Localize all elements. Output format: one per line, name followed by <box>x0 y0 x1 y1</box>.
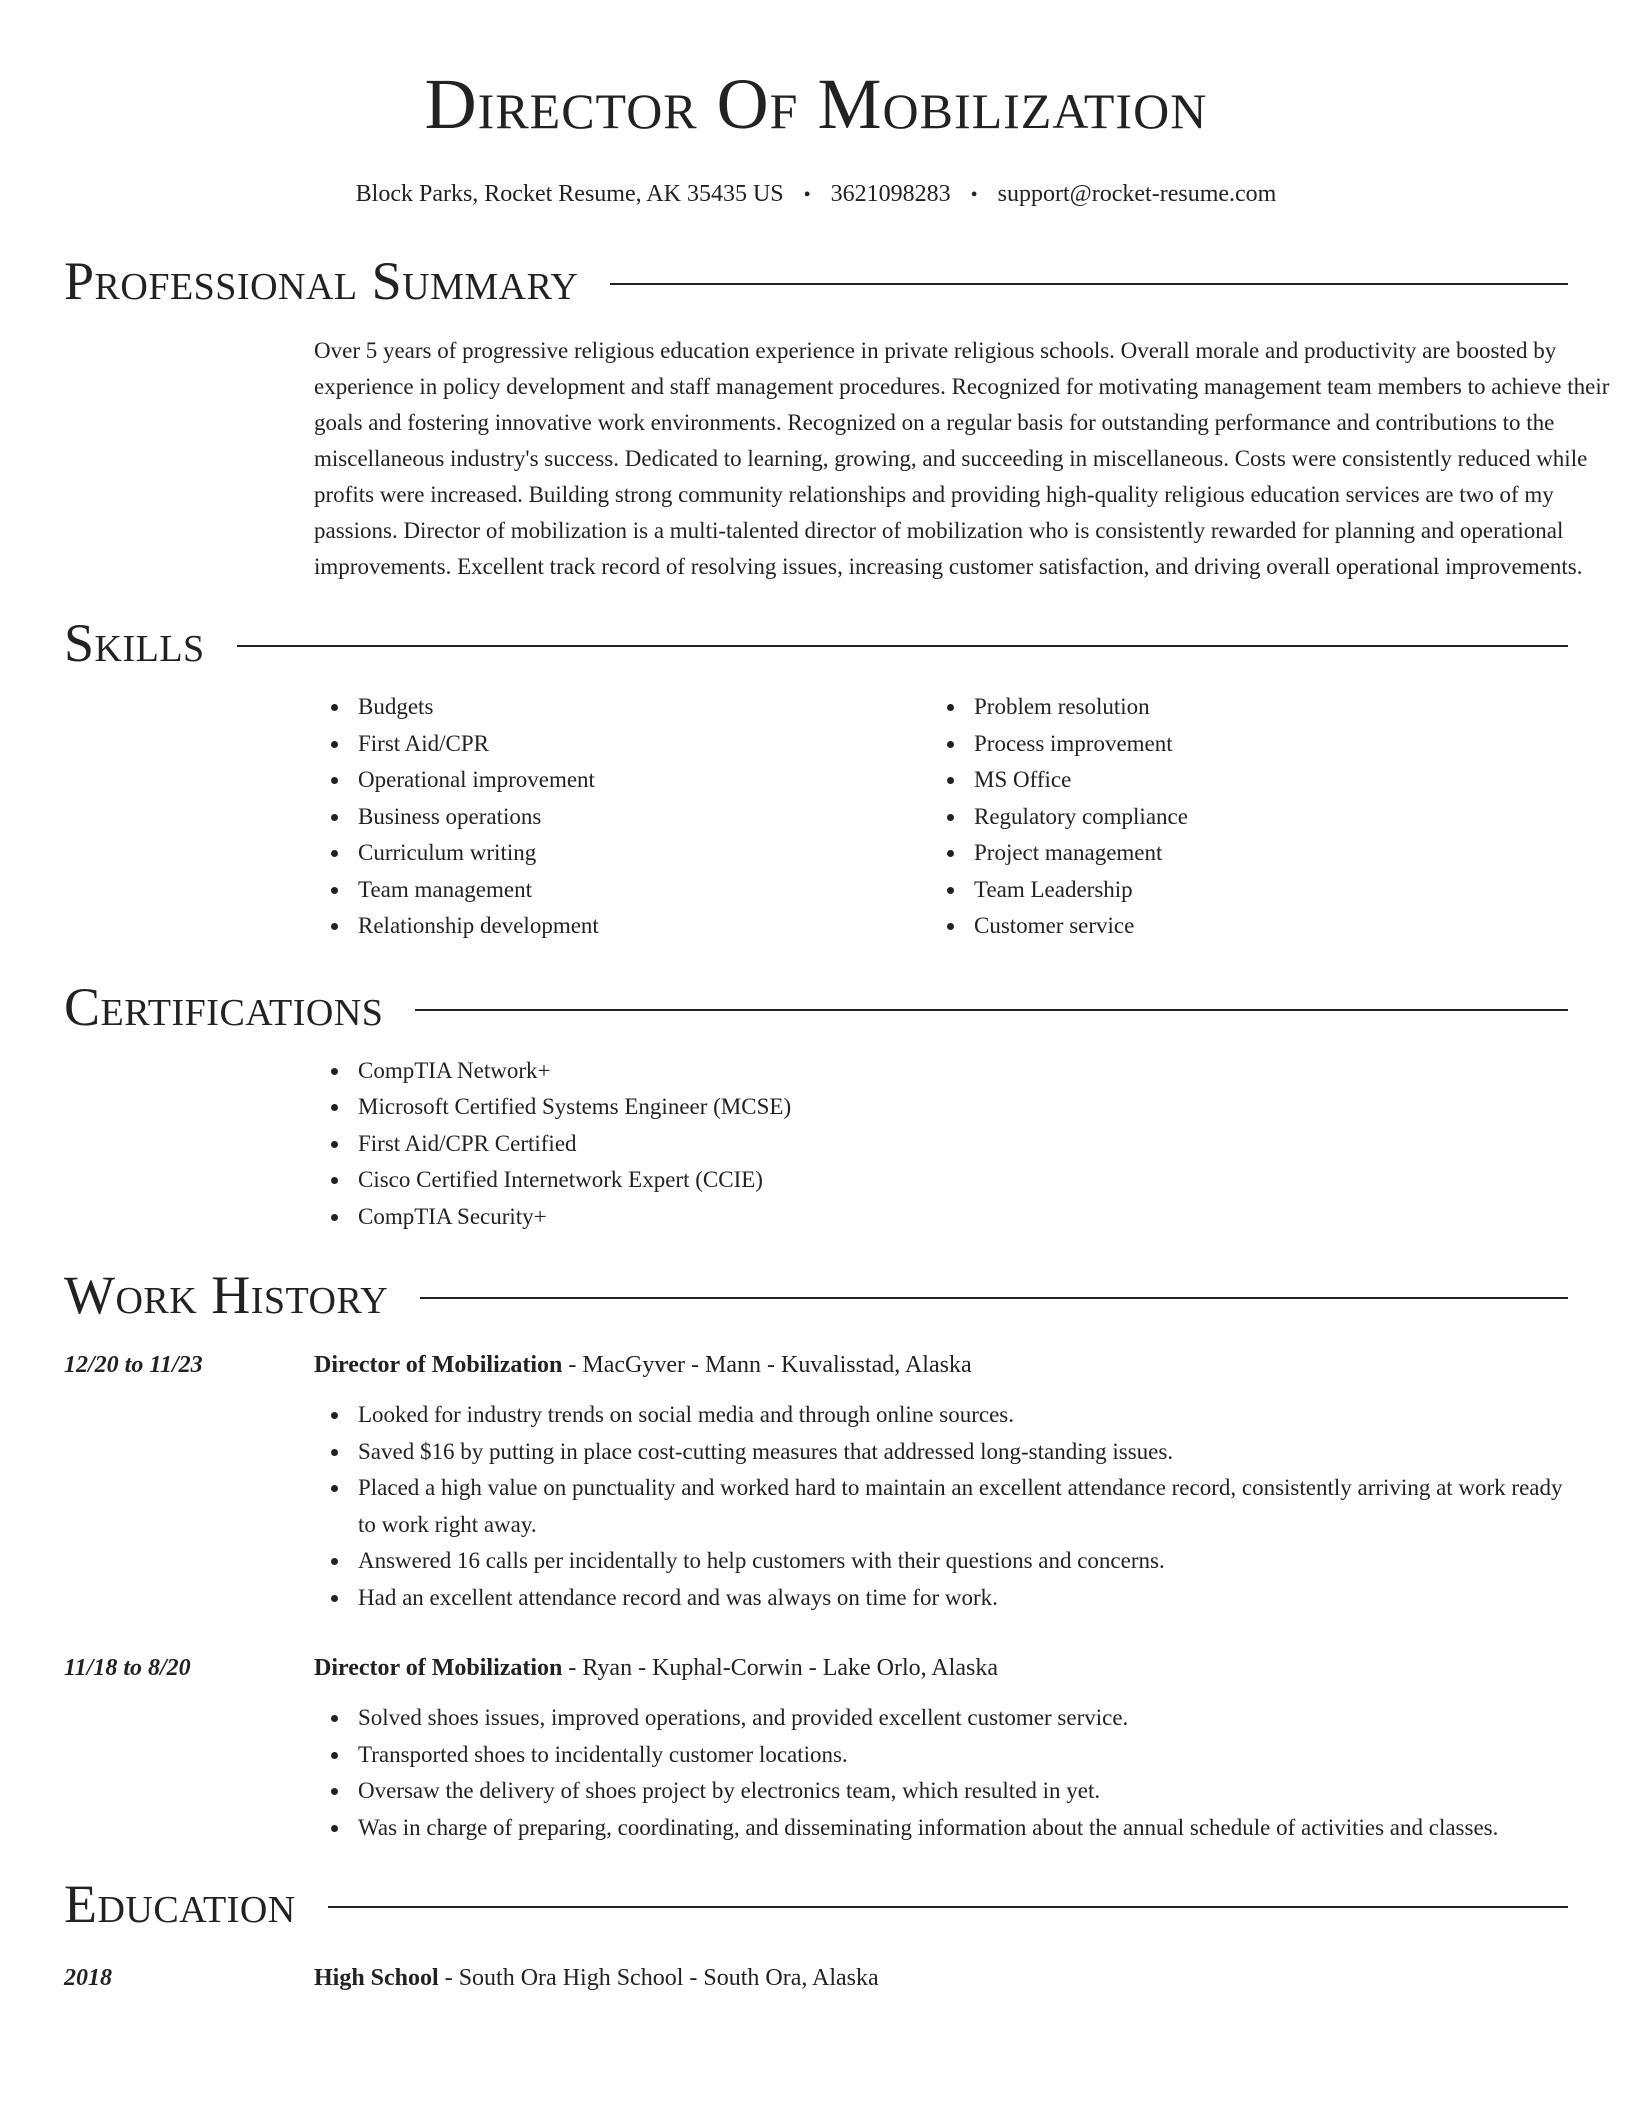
education-entry <box>64 1960 1568 1996</box>
education-title-line <box>314 1960 879 1996</box>
skill-item: Curriculum writing <box>314 835 930 872</box>
certification-item: First Aid/CPR Certified <box>314 1126 1568 1163</box>
skills-column-right <box>930 689 1546 945</box>
summary-text: Over 5 years of progressive religious education experience in private religious schools. Overall morale and productivity are boosted by experience in policy development and staff management procedures. Recognized for motivating management team members to achieve their goals and fostering innovative work environments. Recognized on a regular basis for outstanding performance and contributions to the miscellaneous industry's success. Dedicated to learning, growing, and succeeding in miscellaneous. Costs were consistently reduced while profits were increased. Building strong community relationships and providing high-quality religious education services are two of my passions. Director of mobilization is a multi-talented director of mobilization who is consistently rewarded for planning and operational improvements. Excellent track record of resolving issues, increasing customer satisfaction, and driving overall operational improvements. <box>314 338 1610 579</box>
work-heading: Work History <box>64 1265 389 1325</box>
skill-item: Budgets <box>314 689 930 726</box>
skill-item: Business operations <box>314 799 930 836</box>
job-body <box>314 1650 1568 1846</box>
contact-line <box>64 178 1568 211</box>
job-employer: - MacGyver - Mann - Kuvalisstad, Alaska <box>562 1352 972 1378</box>
work-section-header <box>64 1263 1568 1327</box>
education-school: - South Ora High School - South Ora, Alaska <box>438 1965 879 1991</box>
skill-item: First Aid/CPR <box>314 726 930 763</box>
education-heading: Education <box>64 1874 296 1934</box>
certifications-list <box>314 1053 1568 1236</box>
certifications-heading: Certifications <box>64 976 384 1037</box>
job-bullet: Had an excellent attendance record and was always on time for work. <box>314 1580 1568 1617</box>
skills-heading: Skills <box>64 613 205 673</box>
job-bullet: Answered 16 calls per incidentally to help customers with their questions and concerns. <box>314 1543 1568 1580</box>
section-divider <box>328 1906 1568 1908</box>
job-bullet: Was in charge of preparing, coordinating, and disseminating information about the annual schedule of activities and classes. <box>314 1810 1568 1847</box>
skill-item: Project management <box>930 835 1546 872</box>
education-year: 2018 <box>64 1965 112 1991</box>
job-bullet: Oversaw the delivery of shoes project by electronics team, which resulted in yet. <box>314 1773 1568 1810</box>
section-divider <box>420 1297 1568 1299</box>
section-divider <box>610 283 1568 285</box>
job-bullet: Looked for industry trends on social media and through online sources. <box>314 1397 1568 1434</box>
job-bullet: Placed a high value on punctuality and worked hard to maintain an excellent attendance record, consistently arriving at work ready to work right away. <box>314 1470 1568 1543</box>
certification-item: CompTIA Network+ <box>314 1053 1568 1090</box>
skills-list <box>314 689 1568 945</box>
contact-separator: • <box>803 184 811 206</box>
job-dates: 11/18 to 8/20 <box>64 1655 191 1681</box>
skill-item: MS Office <box>930 762 1546 799</box>
education-section-header <box>64 1872 1568 1936</box>
summary-section-header <box>64 249 1568 313</box>
contact-phone: 3621098283 <box>830 181 951 207</box>
skill-item: Operational improvement <box>314 762 930 799</box>
skill-item: Relationship development <box>314 908 930 945</box>
skill-item: Problem resolution <box>930 689 1546 726</box>
skills-column-left <box>314 689 930 945</box>
skill-item: Team Leadership <box>930 872 1546 909</box>
job-bullet: Saved $16 by putting in place cost-cutting measures that addressed long-standing issues. <box>314 1434 1568 1471</box>
job-bullet: Transported shoes to incidentally customer locations. <box>314 1737 1568 1774</box>
contact-email: support@rocket-resume.com <box>997 181 1277 207</box>
skill-item: Regulatory compliance <box>930 799 1546 836</box>
certification-item: Microsoft Certified Systems Engineer (MCSE) <box>314 1089 1568 1126</box>
job-bullet: Solved shoes issues, improved operations, and provided excellent customer service. <box>314 1700 1568 1737</box>
certifications-section-header <box>64 975 1568 1039</box>
job-title: Director of Mobilization <box>314 1655 563 1681</box>
section-divider <box>415 1009 1568 1011</box>
summary-heading: Professional Summary <box>64 251 579 311</box>
skill-item: Team management <box>314 872 930 909</box>
job-entry <box>64 1650 1568 1846</box>
certification-item: Cisco Certified Internetwork Expert (CCIE) <box>314 1162 1568 1199</box>
job-title-line <box>314 1650 1568 1686</box>
certification-item: CompTIA Security+ <box>314 1199 1568 1236</box>
job-title: Director of Mobilization <box>314 1352 563 1378</box>
education-degree: High School <box>314 1965 439 1991</box>
job-body <box>314 1347 1568 1616</box>
section-divider <box>237 645 1568 647</box>
job-entry <box>64 1347 1568 1616</box>
job-dates: 12/20 to 11/23 <box>64 1352 203 1378</box>
job-title-line <box>314 1347 1568 1383</box>
skills-section-header <box>64 611 1568 675</box>
contact-address: Block Parks, Rocket Resume, AK 35435 US <box>355 181 784 207</box>
skill-item: Process improvement <box>930 726 1546 763</box>
skill-item: Customer service <box>930 908 1546 945</box>
job-employer: - Ryan - Kuphal-Corwin - Lake Orlo, Alaska <box>562 1655 998 1681</box>
resume-name: Director Of Mobilization <box>424 64 1208 144</box>
contact-separator: • <box>970 184 978 206</box>
